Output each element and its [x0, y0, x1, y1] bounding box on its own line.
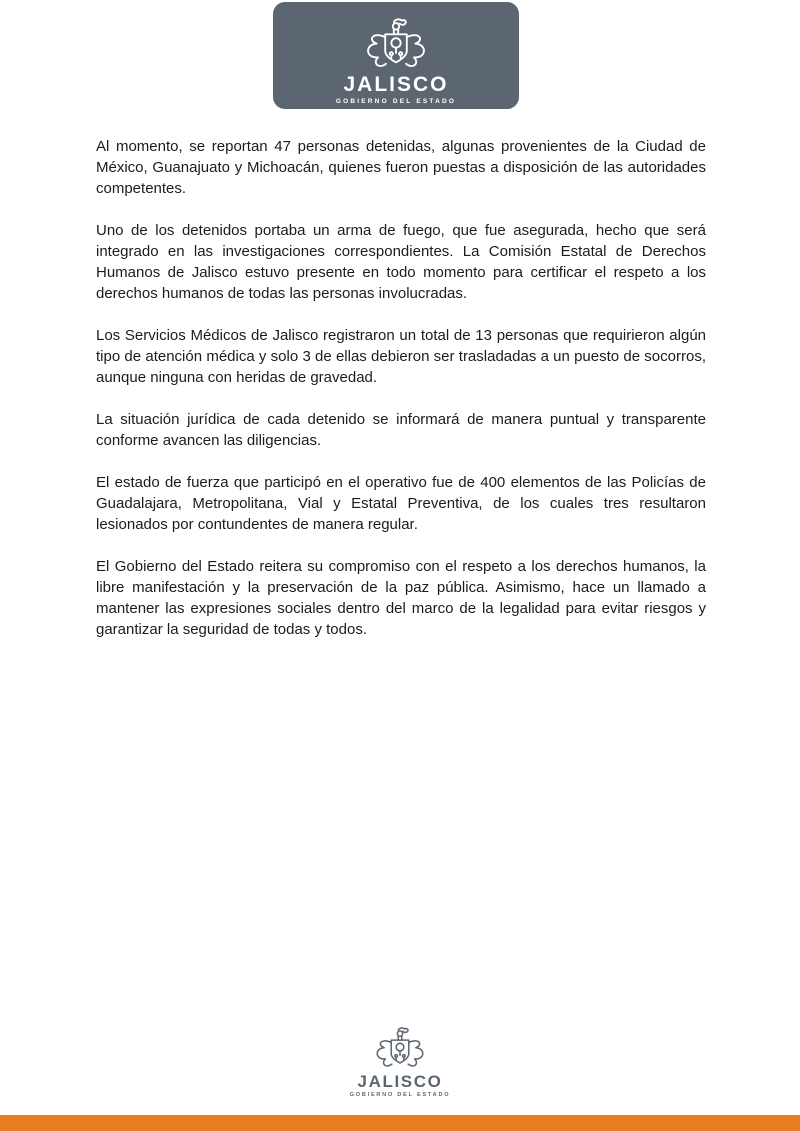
footer-accent-bar — [0, 1115, 800, 1131]
header-logo-title: JALISCO — [343, 73, 449, 96]
paragraph-government-commitment: El Gobierno del Estado reitera su compromiso con el respeto a los derechos humanos, la libre manifestación y la preservación de la paz pública. Asimismo, hace un llamado a mantener las expresiones sociales dentro del marco de la legalidad para evitar riesgos y garantizar la seguridad de todas y todos. — [96, 558, 706, 638]
header-logo-subtitle: GOBIERNO DEL ESTADO — [335, 98, 457, 105]
paragraph-firearm-human-rights: Uno de los detenidos portaba un arma de fuego, que fue asegurada, hecho que será integrado en las investigaciones correspondientes. La Comisión Estatal de Derechos Humanos de Jalisco estuvo presente en todo momento para certificar el respeto a los derechos humanos de todas las personas involucradas. — [96, 222, 706, 302]
paragraph-legal-status: La situación jurídica de cada detenido se informará de manera puntual y transparente conforme avancen las diligencias. — [96, 411, 706, 449]
footer-logo-subtitle: GOBIERNO DEL ESTADO — [349, 1092, 451, 1098]
jalisco-coat-of-arms-icon — [368, 1026, 432, 1070]
footer-logo-title: JALISCO — [357, 1072, 443, 1091]
document-body — [96, 136, 706, 661]
footer-logo — [0, 1026, 800, 1099]
paragraph-detainees: Al momento, se reportan 47 personas detenidas, algunas provenientes de la Ciudad de México, Guanajuato y Michoacán, quienes fueron puestas a disposición de las autoridades competentes. — [96, 138, 706, 197]
header-logo-plate — [273, 2, 519, 109]
paragraph-police-force: El estado de fuerza que participó en el operativo fue de 400 elementos de las Policías de Guadalajara, Metropolitana, Vial y Estatal Preventiva, de los cuales tres resultaron lesionados por contundentes de manera regular. — [96, 474, 706, 533]
paragraph-medical-services: Los Servicios Médicos de Jalisco registraron un total de 13 personas que requirieron algún tipo de atención médica y solo 3 de ellas debieron ser trasladadas a un puesto de socorros, aunque ninguna con heridas de gravedad. — [96, 327, 706, 386]
jalisco-coat-of-arms-icon — [357, 17, 435, 71]
